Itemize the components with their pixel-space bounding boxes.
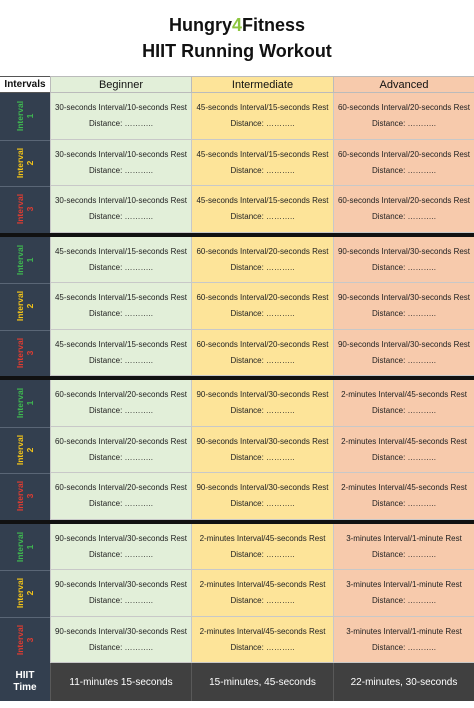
workout-cell-advanced <box>333 237 474 284</box>
interval-row-separator <box>0 330 50 331</box>
workout-cell-advanced <box>333 186 474 233</box>
interval-rest-text: 90-seconds Interval/30-seconds Rest <box>54 533 188 543</box>
interval-rest-text: 30-seconds Interval/10-seconds Rest <box>54 196 188 205</box>
distance-field[interactable]: Distance: ……….. <box>371 119 436 128</box>
hiit-time-beginner: 11-minutes 15-seconds <box>50 663 191 701</box>
interval-label <box>0 473 50 520</box>
workout-cell-advanced <box>333 570 474 617</box>
interval-number: 2 <box>25 447 35 453</box>
interval-rest-text: 60-seconds Interval/20-seconds Rest <box>54 390 188 399</box>
interval-rest-text: 3-minutes Interval/1-minute Rest <box>346 580 462 589</box>
distance-field[interactable]: Distance: ……….. <box>371 452 436 462</box>
hiit-time-label-line1: HIIT <box>15 670 35 681</box>
interval-rest-text: 2-minutes Interval/45-seconds Rest <box>341 436 467 446</box>
interval-number: 1 <box>25 257 35 263</box>
interval-rest-text: 90-seconds Interval/30-seconds Rest <box>54 580 188 589</box>
interval-number: 2 <box>25 160 35 166</box>
interval-label <box>0 427 50 474</box>
distance-field[interactable]: Distance: ……….. <box>230 452 295 462</box>
workout-cell-beginner <box>50 427 191 474</box>
workout-cell-advanced <box>333 140 474 187</box>
interval-row-separator <box>0 427 50 428</box>
workout-cell-advanced <box>333 93 474 140</box>
workout-cell-intermediate <box>191 570 333 617</box>
workout-cell-advanced <box>333 427 474 474</box>
header-advanced: Advanced <box>333 76 474 93</box>
interval-rest-text: 60-seconds Interval/20-seconds Rest <box>337 149 471 159</box>
interval-label-text <box>15 625 35 655</box>
interval-rest-text: 45-seconds Interval/15-seconds Rest <box>54 339 188 349</box>
distance-field[interactable]: Distance: ……….. <box>88 642 153 652</box>
distance-field[interactable]: Distance: ……….. <box>88 549 153 559</box>
workout-cell-advanced <box>333 524 474 571</box>
distance-field[interactable]: Distance: ……….. <box>230 642 295 652</box>
workout-cell-beginner <box>50 330 191 377</box>
interval-label <box>0 617 50 664</box>
interval-rest-text: 45-seconds Interval/15-seconds Rest <box>54 293 188 302</box>
title-block <box>0 12 474 64</box>
interval-rest-text: 45-seconds Interval/15-seconds Rest <box>196 103 329 112</box>
distance-field[interactable]: Distance: ……….. <box>371 212 436 221</box>
workout-cell-intermediate <box>191 186 333 233</box>
interval-row-separator <box>0 617 50 618</box>
distance-field[interactable]: Distance: ……….. <box>371 355 436 365</box>
interval-label-text <box>15 291 35 321</box>
interval-row-separator <box>0 473 50 474</box>
distance-field[interactable]: Distance: ……….. <box>88 596 153 605</box>
interval-rest-text: 30-seconds Interval/10-seconds Rest <box>54 149 188 159</box>
workout-cell-advanced <box>333 283 474 330</box>
interval-rest-text: 2-minutes Interval/45-seconds Rest <box>341 390 467 399</box>
workout-cell-beginner <box>50 380 191 427</box>
workout-cell-beginner <box>50 570 191 617</box>
interval-number: 2 <box>25 590 35 596</box>
interval-rest-text: 3-minutes Interval/1-minute Rest <box>346 626 462 636</box>
interval-word: Interval <box>15 388 25 419</box>
distance-field[interactable]: Distance: ……….. <box>230 549 295 559</box>
workout-cell-beginner <box>50 186 191 233</box>
interval-rest-text: 60-seconds Interval/20-seconds Rest <box>196 293 329 302</box>
interval-number: 3 <box>25 206 35 212</box>
interval-label-text <box>15 388 35 418</box>
workout-cell-advanced <box>333 617 474 664</box>
interval-rest-text: 60-seconds Interval/20-seconds Rest <box>337 196 471 205</box>
distance-field[interactable]: Distance: ……….. <box>88 499 153 508</box>
interval-label <box>0 570 50 617</box>
distance-field[interactable]: Distance: ……….. <box>88 119 153 128</box>
distance-field[interactable]: Distance: ……….. <box>230 309 295 318</box>
distance-field[interactable]: Distance: ……….. <box>371 642 436 652</box>
header-intermediate: Intermediate <box>191 76 333 93</box>
distance-field[interactable]: Distance: ……….. <box>230 119 295 128</box>
distance-field[interactable]: Distance: ……….. <box>88 262 153 272</box>
distance-field[interactable]: Distance: ……….. <box>230 355 295 365</box>
workout-cell-intermediate <box>191 330 333 377</box>
distance-field[interactable]: Distance: ……….. <box>371 499 436 508</box>
interval-rest-text: 90-seconds Interval/30-seconds Rest <box>196 483 329 492</box>
interval-number: 1 <box>25 400 35 406</box>
interval-row-separator <box>0 283 50 284</box>
interval-label <box>0 330 50 377</box>
distance-field[interactable]: Distance: ……….. <box>88 452 153 462</box>
page-title: HIIT Running Workout <box>142 41 332 61</box>
interval-label-text <box>15 245 35 275</box>
interval-number: 2 <box>25 303 35 309</box>
interval-rest-text: 90-seconds Interval/30-seconds Rest <box>54 626 188 636</box>
distance-field[interactable]: Distance: ……….. <box>371 165 436 175</box>
distance-field[interactable]: Distance: ……….. <box>88 309 153 318</box>
workout-cell-advanced <box>333 473 474 520</box>
interval-rest-text: 3-minutes Interval/1-minute Rest <box>346 533 462 543</box>
brand-name <box>0 12 474 38</box>
distance-field[interactable]: Distance: ……….. <box>230 499 295 508</box>
distance-field[interactable]: Distance: ……….. <box>371 406 436 415</box>
interval-word: Interval <box>15 481 25 512</box>
interval-rest-text: 2-minutes Interval/45-seconds Rest <box>199 533 326 543</box>
interval-word: Interval <box>15 337 25 368</box>
workout-cell-intermediate <box>191 427 333 474</box>
interval-label <box>0 524 50 571</box>
interval-rest-text: 30-seconds Interval/10-seconds Rest <box>54 103 188 112</box>
interval-rest-text: 90-seconds Interval/30-seconds Rest <box>337 293 471 302</box>
distance-field[interactable]: Distance: ……….. <box>230 165 295 175</box>
workout-cell-beginner <box>50 237 191 284</box>
interval-number: 1 <box>25 113 35 119</box>
distance-field[interactable]: Distance: ……….. <box>88 165 153 175</box>
interval-word: Interval <box>15 244 25 275</box>
interval-rest-text: 2-minutes Interval/45-seconds Rest <box>199 580 326 589</box>
interval-label <box>0 140 50 187</box>
workout-cell-intermediate <box>191 93 333 140</box>
distance-field[interactable]: Distance: ……….. <box>371 549 436 559</box>
workout-cell-beginner <box>50 93 191 140</box>
interval-number: 1 <box>25 544 35 550</box>
distance-field[interactable]: Distance: ……….. <box>88 212 153 221</box>
workout-cell-advanced <box>333 380 474 427</box>
interval-rest-text: 60-seconds Interval/20-seconds Rest <box>54 483 188 492</box>
interval-rest-text: 60-seconds Interval/20-seconds Rest <box>337 103 471 112</box>
interval-label <box>0 93 50 140</box>
interval-number: 3 <box>25 493 35 499</box>
hiit-time-label <box>0 663 50 701</box>
interval-rest-text: 60-seconds Interval/20-seconds Rest <box>196 246 329 256</box>
brand-prefix: Hungry <box>168 15 232 35</box>
interval-rest-text: 90-seconds Interval/30-seconds Rest <box>337 339 471 349</box>
interval-label-text <box>15 194 35 224</box>
interval-word: Interval <box>15 578 25 609</box>
distance-field[interactable]: Distance: ……….. <box>230 212 295 221</box>
interval-row-separator <box>0 186 50 187</box>
workout-cell-beginner <box>50 473 191 520</box>
interval-word: Interval <box>15 434 25 465</box>
workout-cell-beginner <box>50 283 191 330</box>
brand-accent: 4 <box>231 15 242 35</box>
workout-cell-intermediate <box>191 283 333 330</box>
interval-label <box>0 283 50 330</box>
interval-rest-text: 45-seconds Interval/15-seconds Rest <box>54 246 188 256</box>
interval-word: Interval <box>15 147 25 178</box>
interval-label-text <box>15 578 35 608</box>
interval-rest-text: 90-seconds Interval/30-seconds Rest <box>196 436 329 446</box>
interval-word: Interval <box>15 531 25 562</box>
interval-rest-text: 2-minutes Interval/45-seconds Rest <box>341 483 467 492</box>
workout-cell-intermediate <box>191 617 333 664</box>
interval-rest-text: 60-seconds Interval/20-seconds Rest <box>54 436 188 446</box>
brand-suffix: Fitness <box>241 15 306 35</box>
distance-field[interactable]: Distance: ……….. <box>88 406 153 415</box>
interval-row-separator <box>0 140 50 141</box>
interval-label <box>0 237 50 284</box>
hiit-time-label-line2: Time <box>13 682 37 693</box>
distance-field[interactable]: Distance: ……….. <box>230 262 295 272</box>
interval-label-text <box>15 148 35 178</box>
workout-cell-intermediate <box>191 237 333 284</box>
workout-cell-intermediate <box>191 473 333 520</box>
hiit-time-advanced: 22-minutes, 30-seconds <box>333 663 474 701</box>
distance-field[interactable]: Distance: ……….. <box>371 309 436 318</box>
interval-word: Interval <box>15 101 25 132</box>
interval-label-text <box>15 338 35 368</box>
interval-rest-text: 45-seconds Interval/15-seconds Rest <box>196 149 329 159</box>
interval-row-separator <box>0 570 50 571</box>
interval-number: 3 <box>25 350 35 356</box>
workout-cell-intermediate <box>191 524 333 571</box>
interval-rest-text: 60-seconds Interval/20-seconds Rest <box>196 339 329 349</box>
workout-cell-intermediate <box>191 380 333 427</box>
hiit-time-intermediate: 15-minutes, 45-seconds <box>191 663 333 701</box>
distance-field[interactable]: Distance: ……….. <box>371 262 436 272</box>
workout-cell-intermediate <box>191 140 333 187</box>
workout-cell-beginner <box>50 617 191 664</box>
interval-number: 3 <box>25 637 35 643</box>
interval-rest-text: 2-minutes Interval/45-seconds Rest <box>199 626 326 636</box>
interval-rest-text: 90-seconds Interval/30-seconds Rest <box>337 246 471 256</box>
workout-cell-advanced <box>333 330 474 377</box>
distance-field[interactable]: Distance: ……….. <box>230 406 295 415</box>
interval-label-text <box>15 532 35 562</box>
interval-rest-text: 45-seconds Interval/15-seconds Rest <box>196 196 329 205</box>
interval-label-text <box>15 481 35 511</box>
interval-label-text <box>15 101 35 131</box>
distance-field[interactable]: Distance: ……….. <box>371 596 436 605</box>
interval-label-text <box>15 435 35 465</box>
header-beginner: Beginner <box>50 76 191 93</box>
interval-label <box>0 186 50 233</box>
distance-field[interactable]: Distance: ……….. <box>88 355 153 365</box>
header-intervals: Intervals <box>0 76 50 93</box>
interval-word: Interval <box>15 194 25 225</box>
interval-word: Interval <box>15 291 25 322</box>
workout-cell-beginner <box>50 524 191 571</box>
interval-word: Interval <box>15 624 25 655</box>
distance-field[interactable]: Distance: ……….. <box>230 596 295 605</box>
workout-cell-beginner <box>50 140 191 187</box>
interval-label <box>0 380 50 427</box>
interval-rest-text: 90-seconds Interval/30-seconds Rest <box>196 390 329 399</box>
